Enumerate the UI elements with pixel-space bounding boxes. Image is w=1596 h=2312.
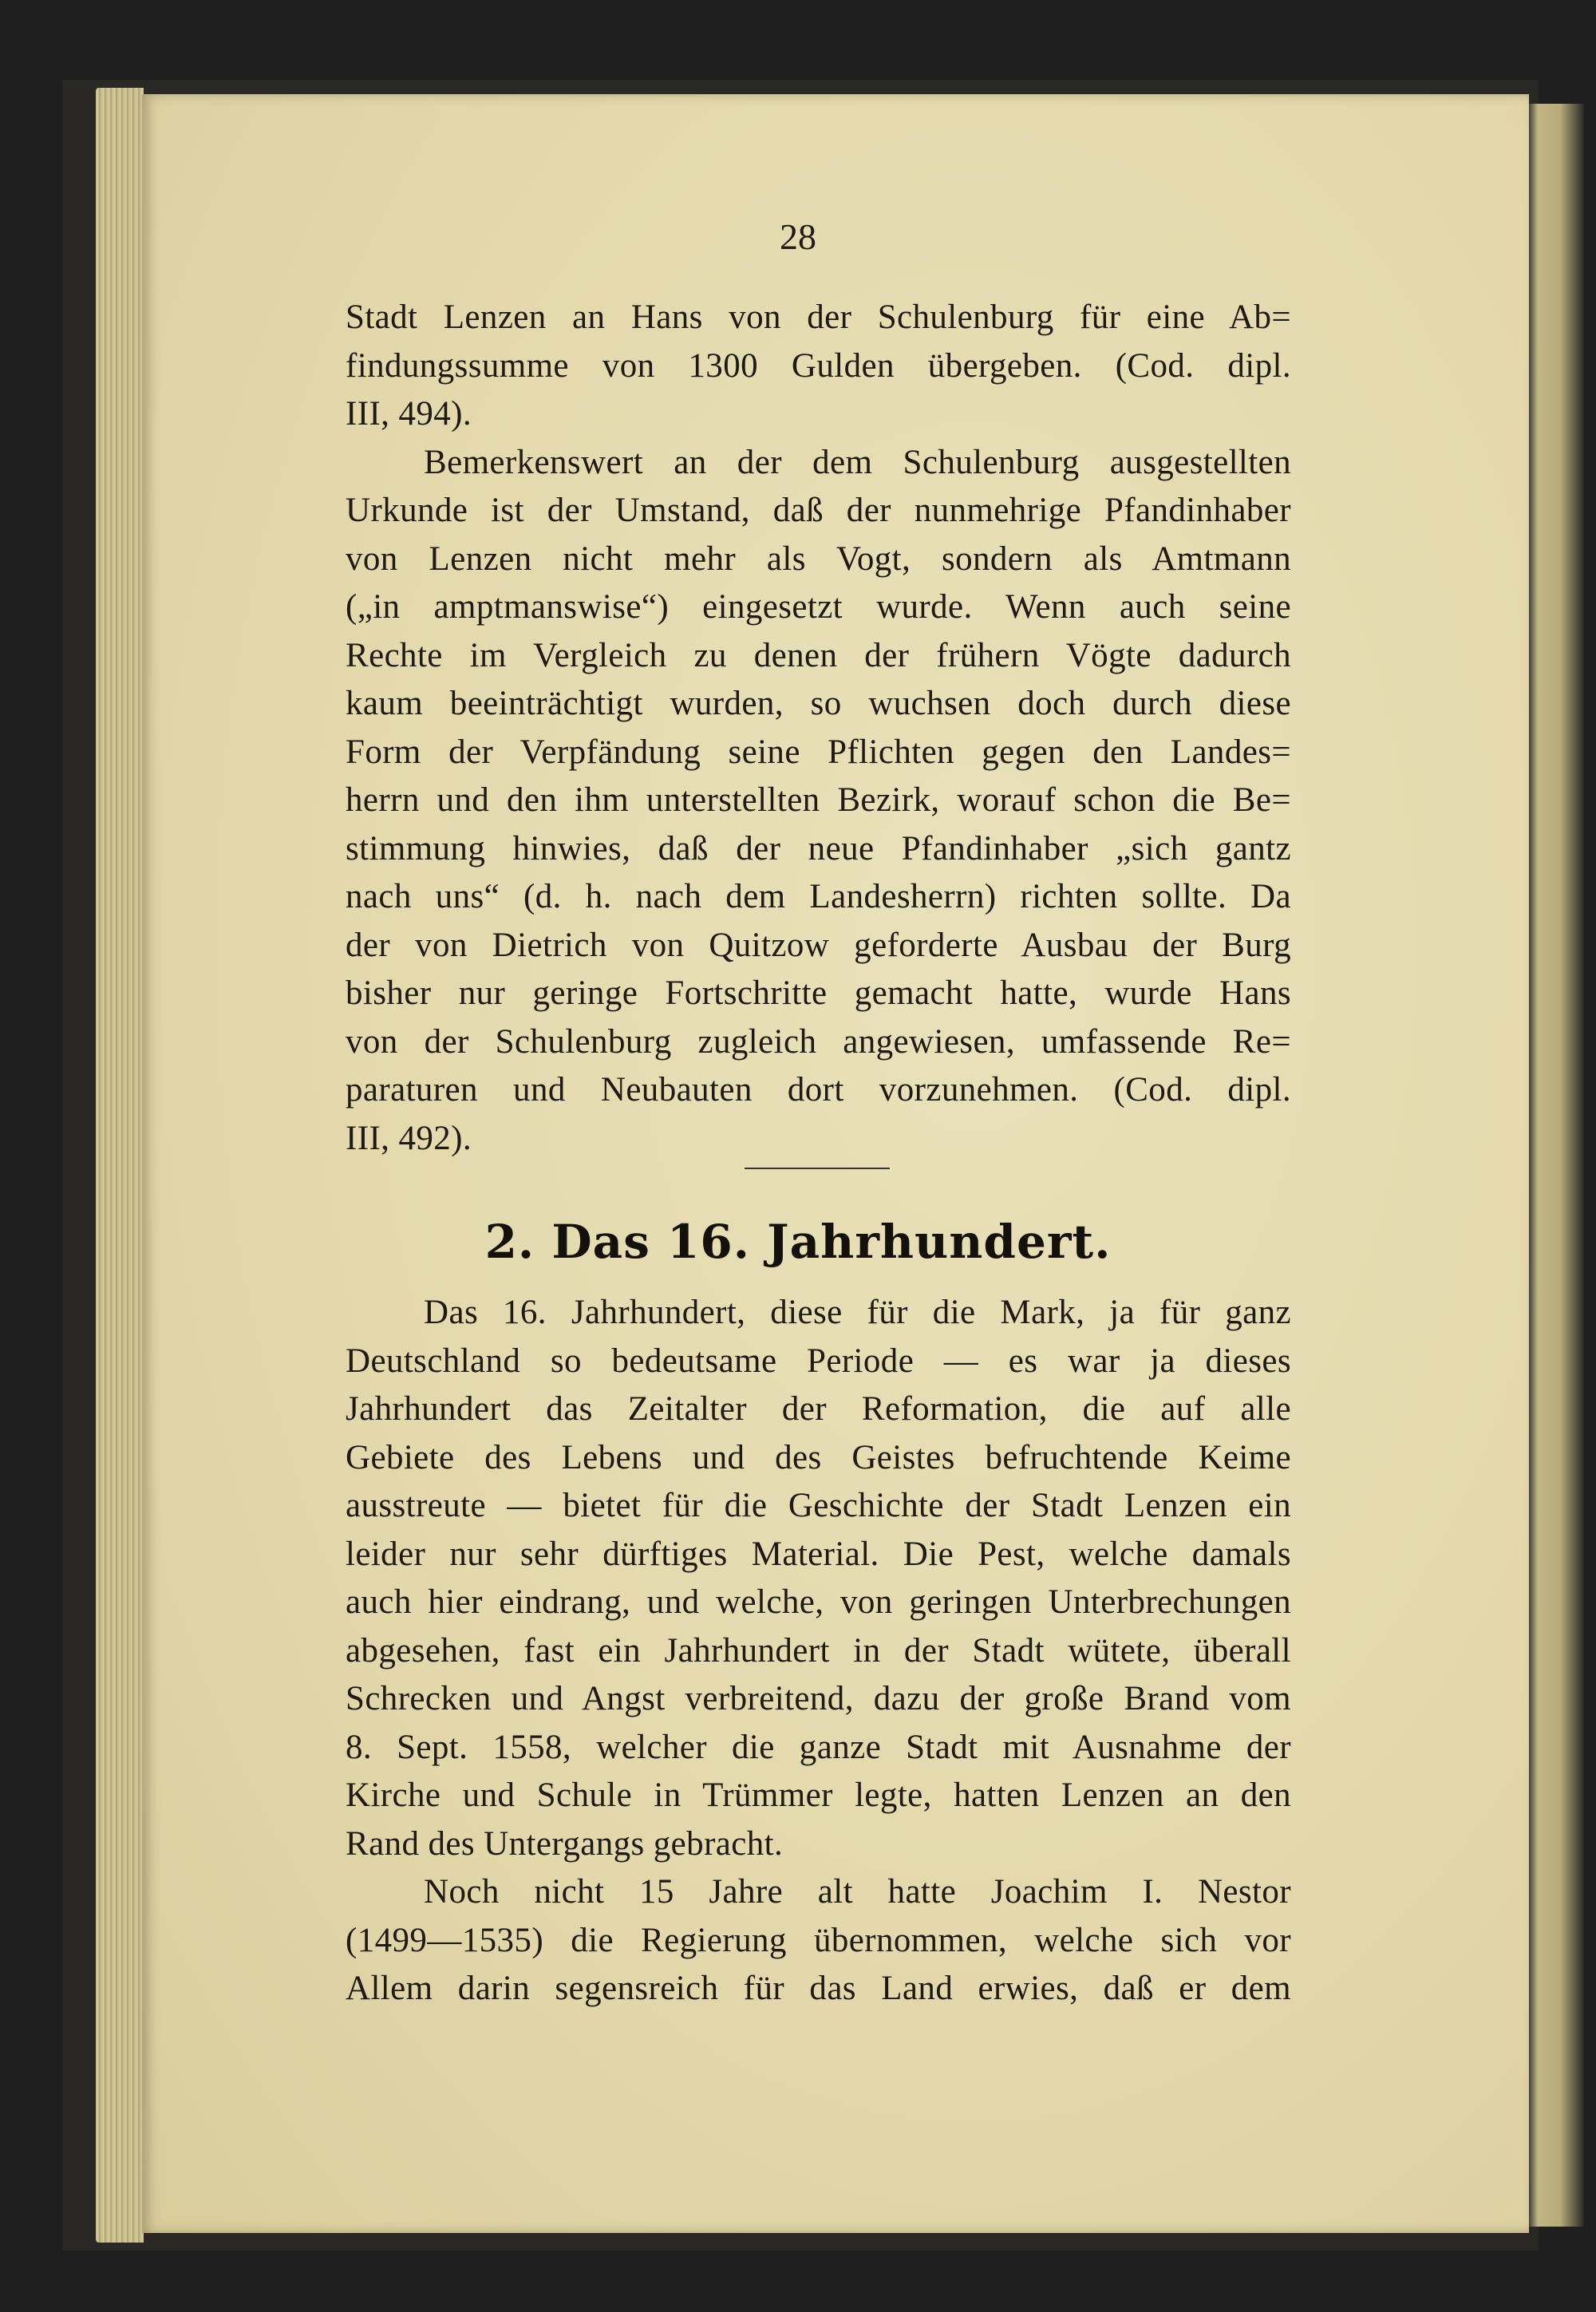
text-line: ausstreute — bietet für die Geschichte der Stadt Lenzen ein <box>346 1487 1291 1524</box>
text-line: Deutschland so bedeutsame Periode — es war ja dieses <box>346 1342 1291 1380</box>
text-line: Stadt Lenzen an Hans von der Schulenburg für eine Ab= <box>346 298 1291 336</box>
text-line: 8. Sept. 1558, welcher die ganze Stadt mit Ausnahme der <box>346 1728 1291 1766</box>
text-line: leider nur sehr dürftiges Material. Die Pest, welche damals <box>346 1535 1291 1573</box>
text-line: (1499—1535) die Regierung übernommen, welche sich vor <box>346 1921 1291 1959</box>
text-line: findungssumme von 1300 Gulden übergeben. (Cod. dipl. <box>346 346 1291 385</box>
text-line: der von Dietrich von Quitzow geforderte Ausbau der Burg <box>346 926 1291 964</box>
text-block-lower <box>346 1289 1291 2014</box>
text-line: Rechte im Vergleich zu denen der frühern Vögte dadurch <box>346 636 1291 674</box>
text-line: Bemerkenswert an der dem Schulenburg ausgestellten <box>424 443 1291 481</box>
text-line: paraturen und Neubauten dort vorzunehmen. (Cod. dipl. <box>346 1071 1291 1109</box>
text-line: III, 492). <box>346 1119 472 1157</box>
text-line: Noch nicht 15 Jahre alt hatte Joachim I. Nestor <box>424 1873 1291 1911</box>
text-line: Gebiete des Lebens und des Geistes befruchtende Keime <box>346 1438 1291 1476</box>
text-line: III, 494). <box>346 395 472 433</box>
text-line: herrn und den ihm unterstellten Bezirk, worauf schon die Be= <box>346 781 1291 819</box>
text-block-upper <box>346 294 1291 1163</box>
text-line: kaum beeinträchtigt wurden, so wuchsen doch durch diese <box>346 685 1291 722</box>
text-line: Allem darin segensreich für das Land erwies, daß er dem <box>346 1970 1291 2007</box>
text-line: von Lenzen nicht mehr als Vogt, sondern als Amtmann <box>346 539 1291 578</box>
text-line: Rand des Untergangs gebracht. <box>346 1824 784 1863</box>
text-line: auch hier eindrang, und welche, von geringen Unterbrechungen <box>346 1583 1291 1621</box>
text-line: nach uns“ (d. h. nach dem Landesherrn) richten sollte. Da <box>346 878 1291 915</box>
text-line: Form der Verpfändung seine Pflichten gegen den Landes= <box>346 733 1291 771</box>
section-divider <box>745 1168 890 1169</box>
text-line: Das 16. Jahrhundert, diese für die Mark, ja für ganz <box>424 1294 1291 1331</box>
text-line: abgesehen, fast ein Jahrhundert in der Stadt wütete, überall <box>346 1631 1291 1670</box>
text-line: („in amptmanswise“) eingesetzt wurde. Wenn auch seine <box>346 588 1291 626</box>
section-heading: 2. Das 16. Jahrhundert. <box>484 1215 1112 1269</box>
text-line: von der Schulenburg zugleich angewiesen, umfassende Re= <box>346 1022 1291 1061</box>
page-number: 28 <box>780 216 816 257</box>
page-edges <box>96 88 144 2243</box>
text-line: bisher nur geringe Fortschritte gemacht hatte, wurde Hans <box>346 974 1291 1012</box>
text-line: stimmung hinwies, daß der neue Pfandinhaber „sich gantz <box>346 829 1291 867</box>
text-line: Schrecken und Angst verbreitend, dazu der große Brand vom <box>346 1680 1291 1717</box>
text-line: Urkunde ist der Umstand, daß der nunmehrige Pfandinhaber <box>346 492 1291 529</box>
text-line: Jahrhundert das Zeitalter der Reformation, die auf alle <box>346 1390 1291 1428</box>
text-line: Kirche und Schule in Trümmer legte, hatten Lenzen an den <box>346 1776 1291 1814</box>
right-page-edge <box>1528 104 1584 2227</box>
